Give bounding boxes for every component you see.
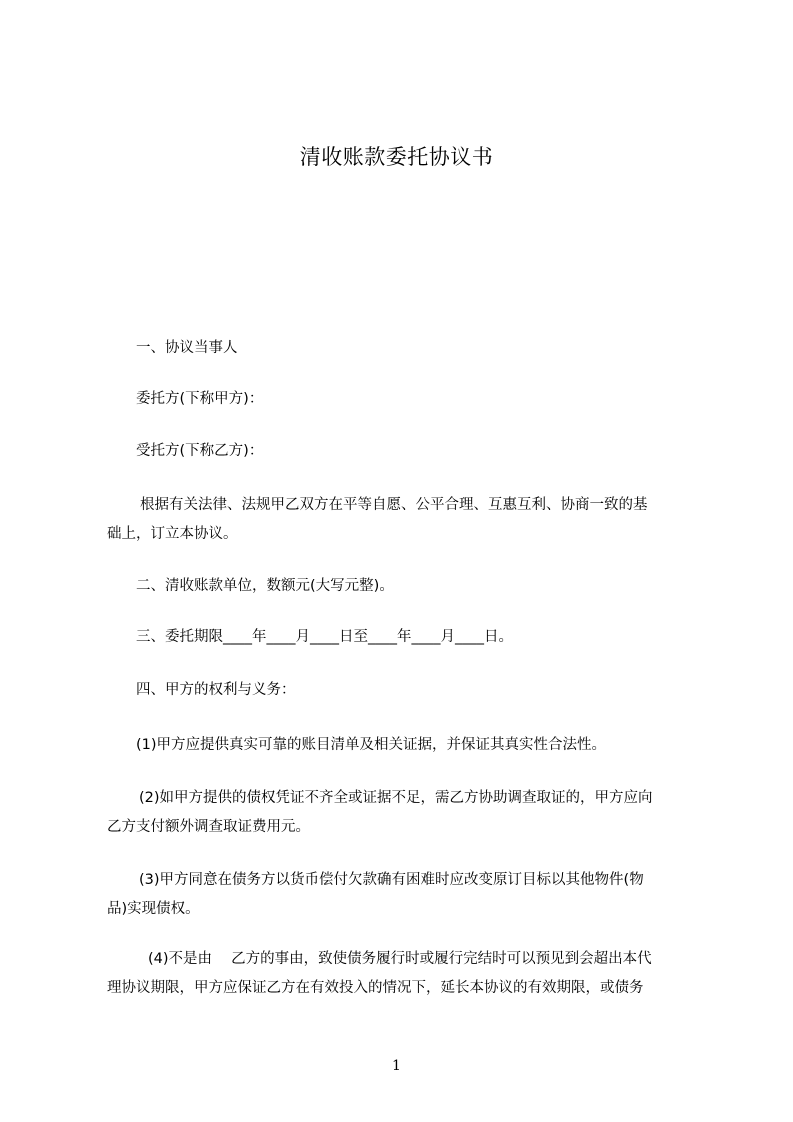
party-b-line: 受托方(下称乙方)： (136, 443, 264, 459)
party-a-line: 委托方(下称甲方)： (136, 391, 264, 407)
item-3-line-2: 品)实现债权。 (107, 901, 200, 917)
item-4-line-1: (4)不是由 乙方的事由，致使债务履行时或履行完结时可以预见到会超出本代 (148, 951, 652, 967)
item-2-line-2: 乙方支付额外调查取证费用元。 (107, 819, 310, 835)
preamble-line-2: 础上，订立本协议。 (107, 526, 238, 542)
parties-heading: 一、协议当事人 (136, 340, 238, 356)
item-2-line-1: (2)如甲方提供的债权凭证不齐全或证据不足，需乙方协助调查取证的，甲方应向 (139, 790, 653, 806)
clause-2: 二、清收账款单位，数额元(大写元整)。 (136, 578, 394, 594)
clause-4-item-1: (1)甲方应提供真实可靠的账目清单及相关证据，并保证其真实性合法性。 (136, 737, 607, 753)
item-3-line-1: (3)甲方同意在债务方以货币偿付欠款确有困难时应改变原订目标以其他物件(物 (139, 872, 644, 888)
preamble-paragraph (107, 491, 707, 549)
document-title: 清收账款委托协议书 (299, 145, 494, 169)
clause-4-item-3 (107, 866, 707, 924)
preamble-line-1: 根据有关法律、法规甲乙双方在平等自愿、公平合理、互惠互利、协商一致的基 (140, 497, 648, 513)
page-number: 1 (392, 1058, 401, 1074)
clause-3: 三、委托期限____年____月____日至____年____月____日。 (136, 629, 513, 645)
clause-4-heading: 四、甲方的权利与义务： (136, 682, 296, 698)
item-4-line-2: 理协议期限，甲方应保证乙方在有效投入的情况下，延长本协议的有效期限，或债务 (107, 980, 644, 996)
clause-4-item-2 (107, 784, 707, 842)
clause-4-item-4 (107, 945, 707, 1003)
